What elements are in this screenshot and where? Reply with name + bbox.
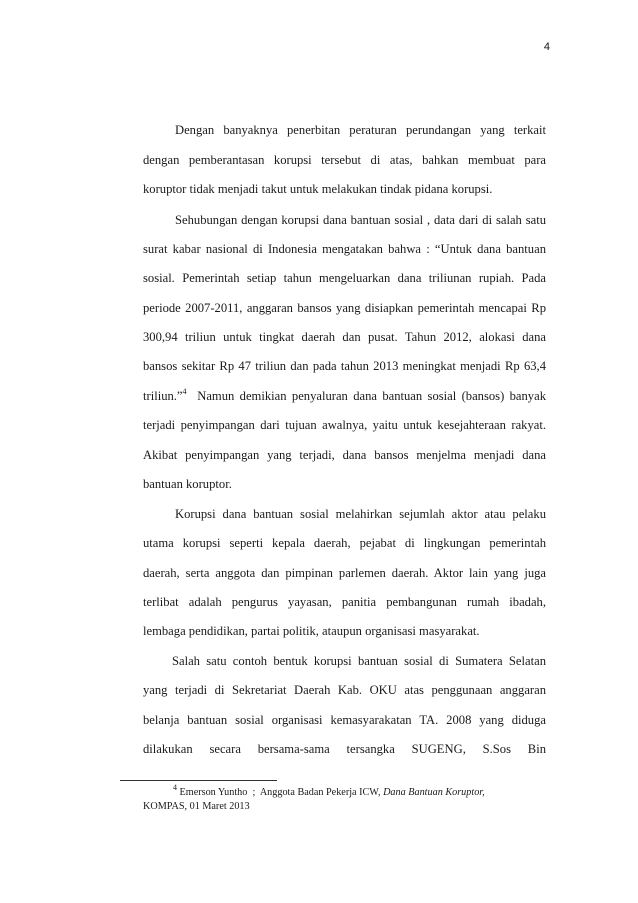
text-line: lembaga pendidikan, partai politik, ataupun organisasi masyarakat.: [143, 624, 480, 638]
line-text-after: Namun demikian penyaluran dana bantuan sosial (bansos) banyak: [186, 389, 546, 403]
text-line: bantuan koruptor.: [143, 477, 232, 491]
footnote-continuation: KOMPAS, 01 Maret 2013: [143, 801, 250, 812]
text-line: sosial. Pemerintah setiap tahun mengeluarkan dana triliunan rupiah. Pada: [143, 271, 546, 285]
text-line: 300,94 triliun untuk tingkat daerah dan pusat. Tahun 2012, alokasi dana: [143, 330, 546, 344]
text-line: terjadi penyimpangan dari tujuan awalnya, yaitu untuk kesejahteraan rakyat.: [143, 418, 546, 432]
text-line: koruptor tidak menjadi takut untuk melakukan tindak pidana korupsi.: [143, 182, 493, 196]
text-line: Sehubungan dengan korupsi dana bantuan sosial , data dari di salah satu: [175, 213, 546, 227]
footnote-divider: [120, 780, 277, 781]
text-line: surat kabar nasional di Indonesia mengatakan bahwa : “Untuk dana bantuan: [143, 242, 546, 256]
text-line: Salah satu contoh bentuk korupsi bantuan sosial di Sumatera Selatan: [172, 654, 546, 668]
line-text-before: triliun.”: [143, 389, 183, 403]
text-line: daerah, serta anggota dan pimpinan parlemen daerah. Aktor lain yang juga: [143, 566, 546, 580]
text-line: dilakukan secara bersama-sama tersangka SUGENG, S.Sos Bin: [143, 742, 546, 756]
footnote-number: 4: [173, 782, 177, 792]
text-line: utama korupsi seperti kepala daerah, pejabat di lingkungan pemerintah: [143, 536, 546, 550]
text-line: periode 2007-2011, anggaran bansos yang disiapkan pemerintah mencapai Rp: [143, 301, 546, 315]
footnote-reference-line: [143, 387, 546, 405]
text-line: terlibat adalah pengurus yayasan, panitia pembangunan rumah ibadah,: [143, 595, 546, 609]
footnote: [173, 782, 576, 800]
text-line: bansos sekitar Rp 47 triliun dan pada tahun 2013 meningkat menjadi Rp 63,4: [143, 359, 546, 373]
footnote-title: Dana Bantuan Koruptor,: [383, 787, 485, 798]
text-line: yang terjadi di Sekretariat Daerah Kab. OKU atas penggunaan anggaran: [143, 683, 546, 697]
text-line: dengan pemberantasan korupsi tersebut di atas, bahkan membuat para: [143, 153, 546, 167]
text-line: Korupsi dana bantuan sosial melahirkan sejumlah aktor atau pelaku: [175, 507, 546, 521]
text-line: belanja bantuan sosial organisasi kemasyarakatan TA. 2008 yang diduga: [143, 713, 546, 727]
text-line: Dengan banyaknya penerbitan peraturan perundangan yang terkait: [175, 123, 546, 137]
footnote-text: Emerson Yuntho ; Anggota Badan Pekerja ICW,: [177, 787, 384, 798]
text-line: Akibat penyimpangan yang terjadi, dana bansos menjelma menjadi dana: [143, 448, 546, 462]
footnote-marker: 4: [182, 386, 187, 396]
page-number: 4: [543, 41, 550, 53]
